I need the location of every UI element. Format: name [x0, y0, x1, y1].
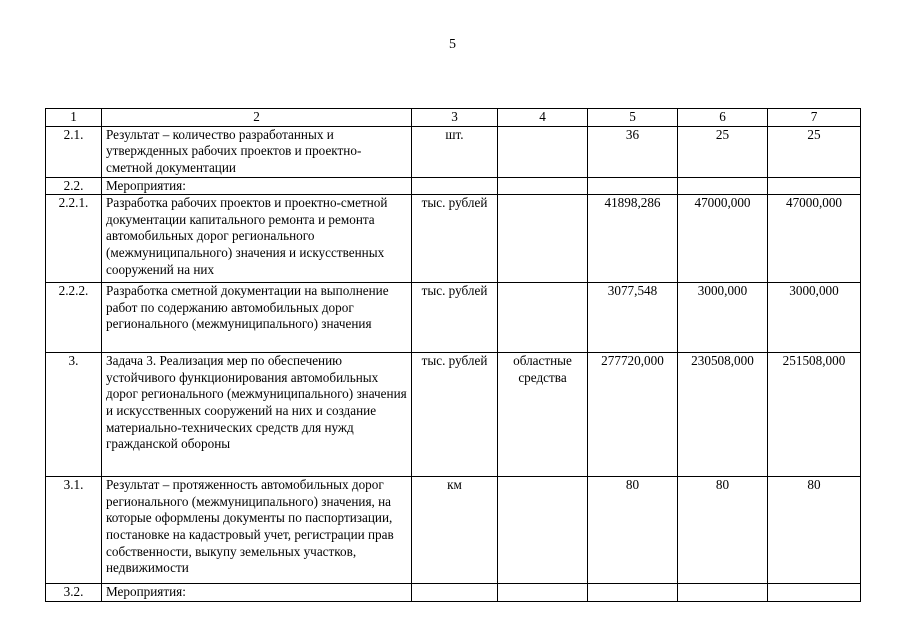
row-value-5: 80 — [588, 477, 678, 584]
row-value-7: 80 — [768, 477, 861, 584]
row-source — [498, 195, 588, 283]
row-value-7: 47000,000 — [768, 195, 861, 283]
row-value-6: 230508,000 — [678, 353, 768, 477]
row-description: Результат – количество разработанных и утвержденных рабочих проектов и проектно-сметной документации — [102, 126, 412, 177]
row-unit: тыс. рублей — [412, 195, 498, 283]
row-source — [498, 477, 588, 584]
row-description: Результат – протяженность автомобильных дорог регионального (межмуниципального) значения, на которые оформлены документы по паспортизации, постановке на кадастровый учет, регистрации прав собственности, выкупу земельных участков, недвижимости — [102, 477, 412, 584]
row-description: Разработка сметной документации на выполнение работ по содержанию автомобильных дорог регионального (межмуниципального) значения — [102, 283, 412, 353]
row-value-7 — [768, 584, 861, 602]
row-number: 2.2.1. — [46, 195, 102, 283]
row-description: Мероприятия: — [102, 584, 412, 602]
row-value-6 — [678, 177, 768, 195]
row-unit: км — [412, 477, 498, 584]
row-value-5: 36 — [588, 126, 678, 177]
row-number: 2.2. — [46, 177, 102, 195]
header-cell: 1 — [46, 109, 102, 127]
row-unit: шт. — [412, 126, 498, 177]
program-table — [45, 108, 861, 602]
row-value-7: 251508,000 — [768, 353, 861, 477]
table-row — [46, 353, 861, 477]
row-number: 2.1. — [46, 126, 102, 177]
row-source — [498, 283, 588, 353]
header-cell: 3 — [412, 109, 498, 127]
header-cell: 5 — [588, 109, 678, 127]
row-value-6: 25 — [678, 126, 768, 177]
row-unit — [412, 177, 498, 195]
row-value-6 — [678, 584, 768, 602]
row-value-5 — [588, 177, 678, 195]
row-description: Мероприятия: — [102, 177, 412, 195]
header-cell: 7 — [768, 109, 861, 127]
row-description: Задача 3. Реализация мер по обеспечению устойчивого функционирования автомобильных дорог регионального (межмуниципального) значения и искусственных сооружений на них и создание материально-технических средств для нужд гражданской обороны — [102, 353, 412, 477]
row-number: 3.1. — [46, 477, 102, 584]
row-value-6: 80 — [678, 477, 768, 584]
row-number: 3.2. — [46, 584, 102, 602]
row-description: Разработка рабочих проектов и проектно-сметной документации капитального ремонта и ремонта автомобильных дорог регионального (межмуниципального) значения и искусственных сооружений на них — [102, 195, 412, 283]
table-header-row — [46, 109, 861, 127]
row-unit: тыс. рублей — [412, 353, 498, 477]
row-value-5: 3077,548 — [588, 283, 678, 353]
table-row — [46, 283, 861, 353]
table-row — [46, 177, 861, 195]
table-row — [46, 195, 861, 283]
header-cell: 2 — [102, 109, 412, 127]
row-number: 3. — [46, 353, 102, 477]
page-number: 5 — [449, 37, 456, 52]
table-row — [46, 126, 861, 177]
table-row — [46, 584, 861, 602]
row-unit — [412, 584, 498, 602]
row-source — [498, 584, 588, 602]
row-source — [498, 177, 588, 195]
row-value-7 — [768, 177, 861, 195]
row-value-7: 25 — [768, 126, 861, 177]
row-value-6: 47000,000 — [678, 195, 768, 283]
table-row — [46, 477, 861, 584]
row-value-5 — [588, 584, 678, 602]
row-number: 2.2.2. — [46, 283, 102, 353]
row-source: областные средства — [498, 353, 588, 477]
header-cell: 6 — [678, 109, 768, 127]
row-value-5: 41898,286 — [588, 195, 678, 283]
row-value-6: 3000,000 — [678, 283, 768, 353]
row-source — [498, 126, 588, 177]
row-unit: тыс. рублей — [412, 283, 498, 353]
row-value-7: 3000,000 — [768, 283, 861, 353]
row-value-5: 277720,000 — [588, 353, 678, 477]
header-cell: 4 — [498, 109, 588, 127]
